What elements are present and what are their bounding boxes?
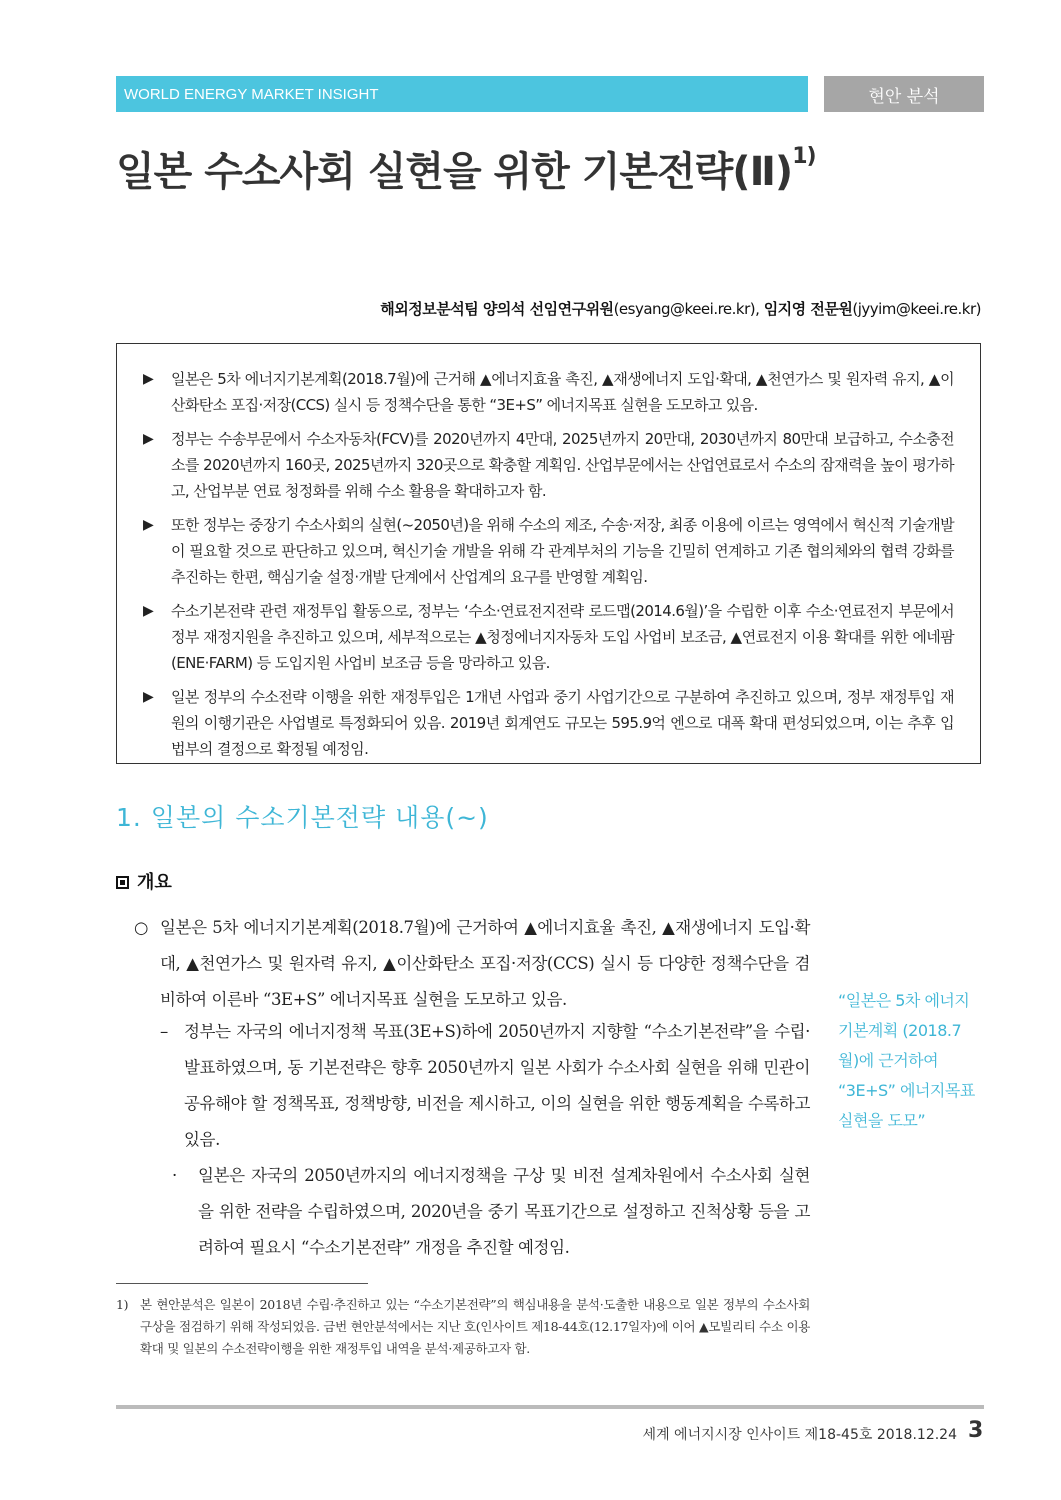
- triangle-bullet-icon: ▶: [143, 689, 154, 705]
- summary-text: 정부는 수송부문에서 수소자동차(FCV)를 2020년까지 4만대, 2025년까지 20만대, 2030년까지 80만대 보급하고, 수소충전소를 2020년까지 160곳, 2025년까지 320곳으로 확충할 계획임. 산업부문에서는 산업연료로서 수소의 잠재력을 높이 평가하고, 산업부분 연료 청정화를 위해 수소 활용을 확대하고자 함.: [171, 430, 954, 500]
- summary-item: [143, 512, 954, 590]
- dot-bullet-icon: ·: [172, 1166, 177, 1185]
- triangle-bullet-icon: ▶: [143, 431, 154, 447]
- side-pull-quote: “일본은 5차 에너지기본계획 (2018.7월)에 근거하여 “3E+S” 에너지목표 실현을 도모”: [838, 991, 975, 1130]
- summary-item: [143, 426, 954, 504]
- summary-text: 또한 정부는 중장기 수소사회의 실현(~2050년)을 위해 수소의 제조, 수송·저장, 최종 이용에 이르는 영역에서 혁신적 기술개발이 필요할 것으로 판단하고 있으며, 혁신기술 개발을 위해 각 관계부처의 기능을 긴밀히 연계하고 기존 협의체와의 협력 강화를 추진하는 한편, 핵심기술 설정·개발 단계에서 산업계의 요구를 반영할 계획임.: [171, 516, 954, 586]
- summary-box: [116, 343, 981, 764]
- section-title: 1. 일본의 수소기본전략 내용(~): [116, 803, 489, 832]
- page-title-text: 일본 수소사회 실현을 위한 기본전략(Ⅱ): [116, 149, 793, 195]
- summary-text: 수소기본전략 관련 재정투입 활동으로, 정부는 ‘수소·연료전지전략 로드맵(2014.6월)’을 수립한 이후 수소·연료전지 부문에서 정부 재정지원을 추진하고 있으며, 세부적으로는 ▲청정에너지자동차 도입 사업비 보조금, ▲연료전지 이용 확대를 위한 에네팜(ENE·FARM) 등 도입지원 사업비 보조금 등을 망라하고 있음.: [171, 602, 954, 672]
- page-number: 3: [968, 1418, 984, 1443]
- subsection-title-text: 개요: [137, 872, 172, 893]
- author-2-name: 임지영 전문원: [763, 300, 853, 318]
- paragraph-sub: [160, 1014, 810, 1158]
- footer-publication: 세계 에너지시장 인사이트 제18-45호 2018.12.24: [642, 1427, 957, 1443]
- header-category-badge: 현안 분석: [824, 76, 984, 112]
- circle-bullet-icon: ○: [134, 918, 148, 937]
- title-footnote-ref[interactable]: 1): [792, 144, 816, 169]
- paragraph-detail: [172, 1158, 810, 1266]
- footnote-text: 본 현안분석은 일본이 2018년 수립·추진하고 있는 “수소기본전략”의 핵심내용을 분석·도출한 내용으로 일본 정부의 수소사회 구상을 점검하기 위해 작성되었음. 금번 현안분석에서는 지난 호(인사이트 제18-44호(12.17일자)에 이어 ▲모빌리티 수소 이용 확대 및 일본의 수소전략이행을 위한 재정투입 내역을 분석·제공하고자 함.: [140, 1297, 810, 1356]
- paragraph-detail-text: 일본은 자국의 2050년까지의 에너지정책을 구상 및 비전 설계차원에서 수소사회 실현을 위한 전략을 수립하였으며, 2020년을 중기 목표기간으로 설정하고 진척상황 등을 고려하여 필요시 “수소기본전략” 개정을 추진할 예정임.: [198, 1166, 810, 1257]
- author-line: [380, 298, 981, 319]
- square-bullet-icon: [116, 876, 129, 889]
- summary-text: 일본 정부의 수소전략 이행을 위한 재정투입은 1개년 사업과 중기 사업기간으로 구분하여 추진하고 있으며, 정부 재정투입 재원의 이행기관은 사업별로 특정화되어 있음. 2019년 회계연도 규모는 595.9억 엔으로 대폭 확대 편성되었으며, 이는 추후 입법부의 결정으로 확정될 예정임.: [171, 688, 954, 758]
- paragraph-sub-text: 정부는 자국의 에너지정책 목표(3E+S)하에 2050년까지 지향할 “수소기본전략”을 수립·발표하였으며, 동 기본전략은 향후 2050년까지 일본 사회가 수소사회 실현을 위해 민관이 공유해야 할 정책목표, 정책방향, 비전을 제시하고, 이의 실현을 위한 행동계획을 수록하고 있음.: [184, 1022, 810, 1149]
- summary-item: [143, 598, 954, 676]
- footnote-marker: 1): [116, 1297, 129, 1312]
- header-bar-title: WORLD ENERGY MARKET INSIGHT: [116, 76, 808, 112]
- paragraph-main-text: 일본은 5차 에너지기본계획(2018.7월)에 근거하여 ▲에너지효율 촉진, ▲재생에너지 도입·확대, ▲천연가스 및 원자력 유지, ▲이산화탄소 포집·저장(CCS) 실시 등 다양한 정책수단을 겸비하여 이른바 “3E+S” 에너지목표 실현을 도모하고 있음.: [160, 918, 810, 1009]
- footer-divider: [116, 1405, 984, 1409]
- triangle-bullet-icon: ▶: [143, 371, 154, 387]
- author-1-email: (esyang@keei.re.kr),: [613, 300, 764, 318]
- footnote-divider: [116, 1283, 368, 1284]
- subsection-title: [116, 868, 172, 894]
- triangle-bullet-icon: ▶: [143, 603, 154, 619]
- footnote: [116, 1294, 810, 1360]
- paragraph-main: [134, 910, 810, 1018]
- summary-item: [143, 684, 954, 762]
- author-2-email: (jyyim@keei.re.kr): [852, 300, 981, 318]
- page-title: [116, 140, 816, 197]
- summary-text: 일본은 5차 에너지기본계획(2018.7월)에 근거해 ▲에너지효율 촉진, ▲재생에너지 도입·확대, ▲천연가스 및 원자력 유지, ▲이산화탄소 포집·저장(CCS) 실시 등 정책수단을 통한 “3E+S” 에너지목표 실현을 도모하고 있음.: [171, 370, 954, 414]
- author-1-name: 해외정보분석팀 양의석 선임연구위원: [380, 300, 614, 318]
- dash-bullet-icon: –: [160, 1022, 168, 1041]
- triangle-bullet-icon: ▶: [143, 517, 154, 533]
- summary-item: [143, 366, 954, 418]
